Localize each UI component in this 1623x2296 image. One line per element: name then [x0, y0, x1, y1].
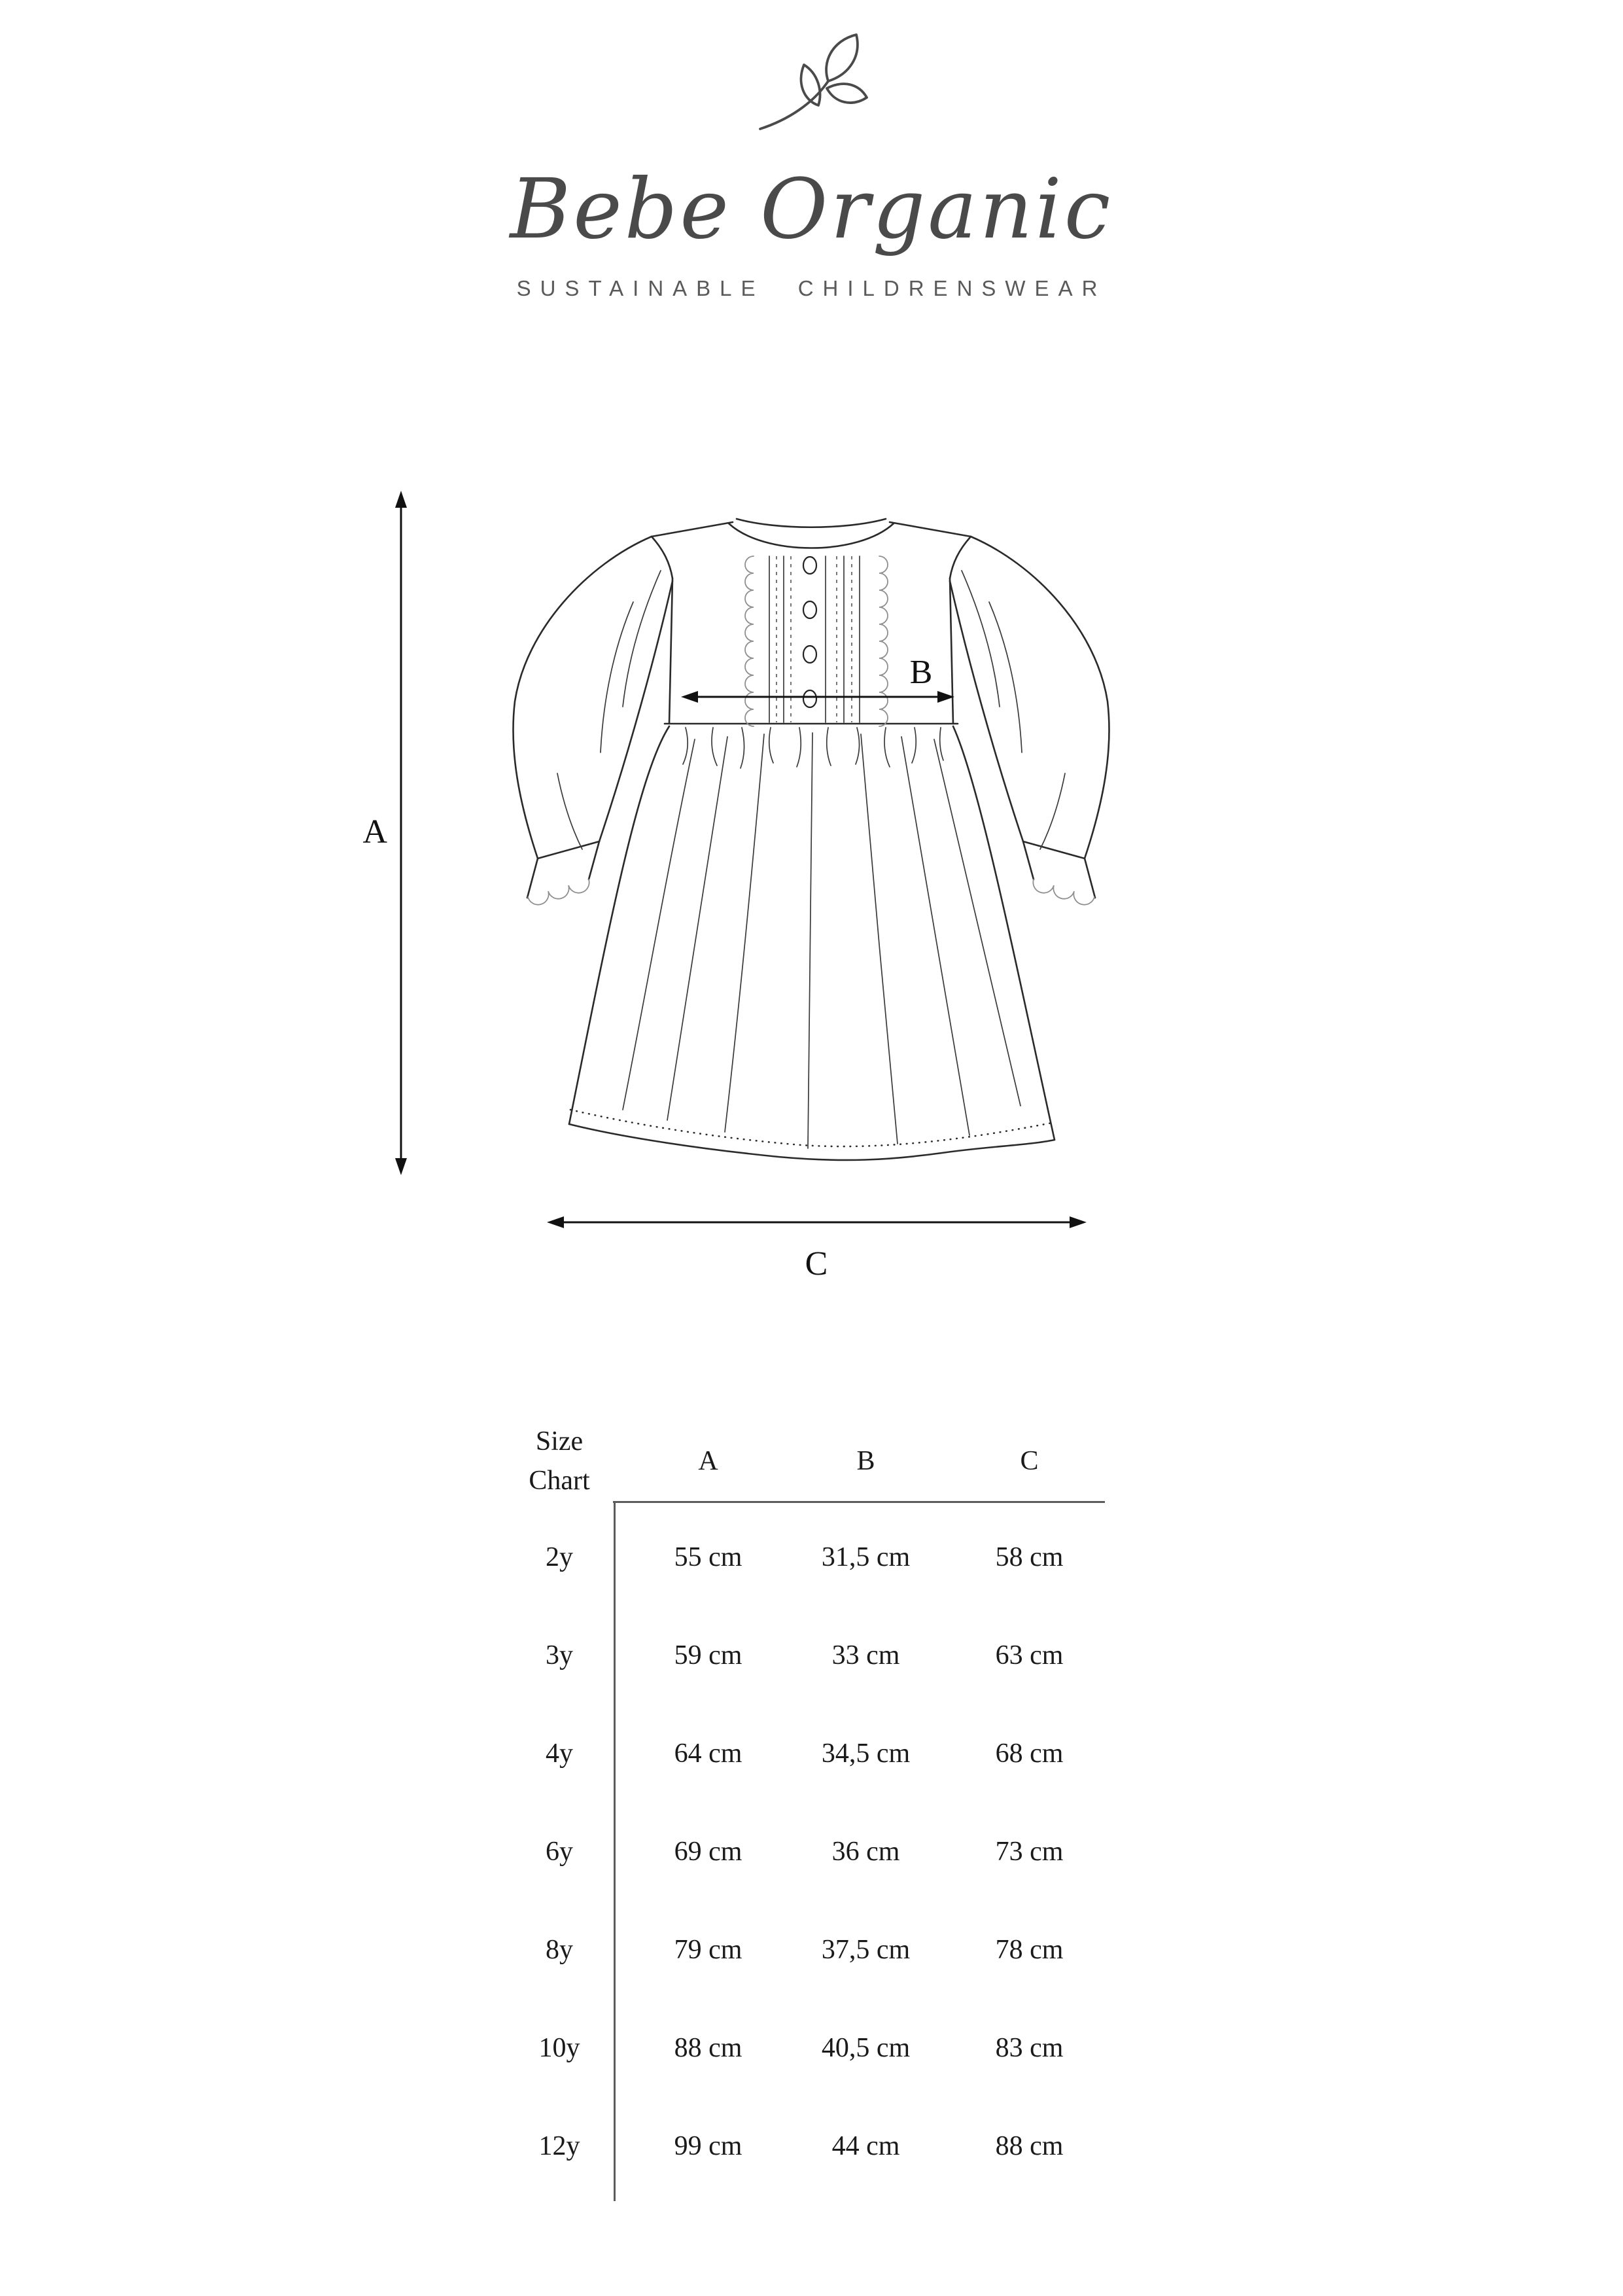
cell-a: 69 cm [674, 1837, 742, 1867]
cell-c: 63 cm [995, 1640, 1064, 1670]
cell-b: 31,5 cm [821, 1542, 911, 1572]
measure-arrow-length [395, 491, 407, 1175]
size-chart-table [487, 1413, 1112, 2195]
brand-tagline: SUSTAINABLE CHILDRENSWEAR [516, 276, 1107, 300]
label-c: C [805, 1245, 828, 1282]
cell-b: 33 cm [831, 1640, 900, 1670]
row-size-label: 8y [546, 1935, 573, 1965]
size-chart-title-cell [487, 1413, 631, 1508]
row-size-label: 12y [538, 2131, 580, 2161]
row-size-label: 3y [546, 1640, 573, 1670]
measure-arrow-chest [681, 691, 954, 703]
cell-c: 83 cm [995, 2033, 1064, 2063]
row-size-label: 4y [546, 1739, 573, 1769]
measure-arrow-hem [547, 1216, 1087, 1228]
cell-a: 64 cm [674, 1739, 742, 1769]
cell-c: 58 cm [995, 1542, 1064, 1572]
cell-a: 55 cm [674, 1542, 742, 1572]
cell-b: 34,5 cm [821, 1739, 911, 1769]
cell-a: 79 cm [674, 1935, 742, 1965]
cell-c: 88 cm [995, 2131, 1064, 2161]
cell-c: 78 cm [995, 1935, 1064, 1965]
row-size-label: 6y [546, 1837, 573, 1867]
cell-b: 37,5 cm [821, 1935, 911, 1965]
cell-a: 88 cm [674, 2033, 742, 2063]
label-b: B [909, 654, 933, 691]
cell-b: 36 cm [831, 1837, 900, 1867]
cell-b: 44 cm [831, 2131, 900, 2161]
row-size-label: 10y [538, 2033, 580, 2063]
size-chart-title: Size Chart [529, 1426, 590, 1496]
cell-a: 99 cm [674, 2131, 742, 2161]
dress-technical-drawing [513, 519, 1109, 1160]
cell-a: 59 cm [674, 1640, 742, 1670]
column-header-c: C [1020, 1445, 1039, 1476]
row-size-label: 2y [546, 1542, 573, 1572]
leaf-sprig-icon [760, 35, 867, 129]
label-a: A [362, 813, 387, 851]
cell-c: 68 cm [995, 1739, 1064, 1769]
cell-b: 40,5 cm [821, 2033, 911, 2063]
column-header-a: A [698, 1445, 718, 1476]
cell-c: 73 cm [995, 1837, 1064, 1867]
column-header-b: B [856, 1445, 875, 1476]
brand-script-logo: Bebe Organic [510, 161, 1113, 257]
